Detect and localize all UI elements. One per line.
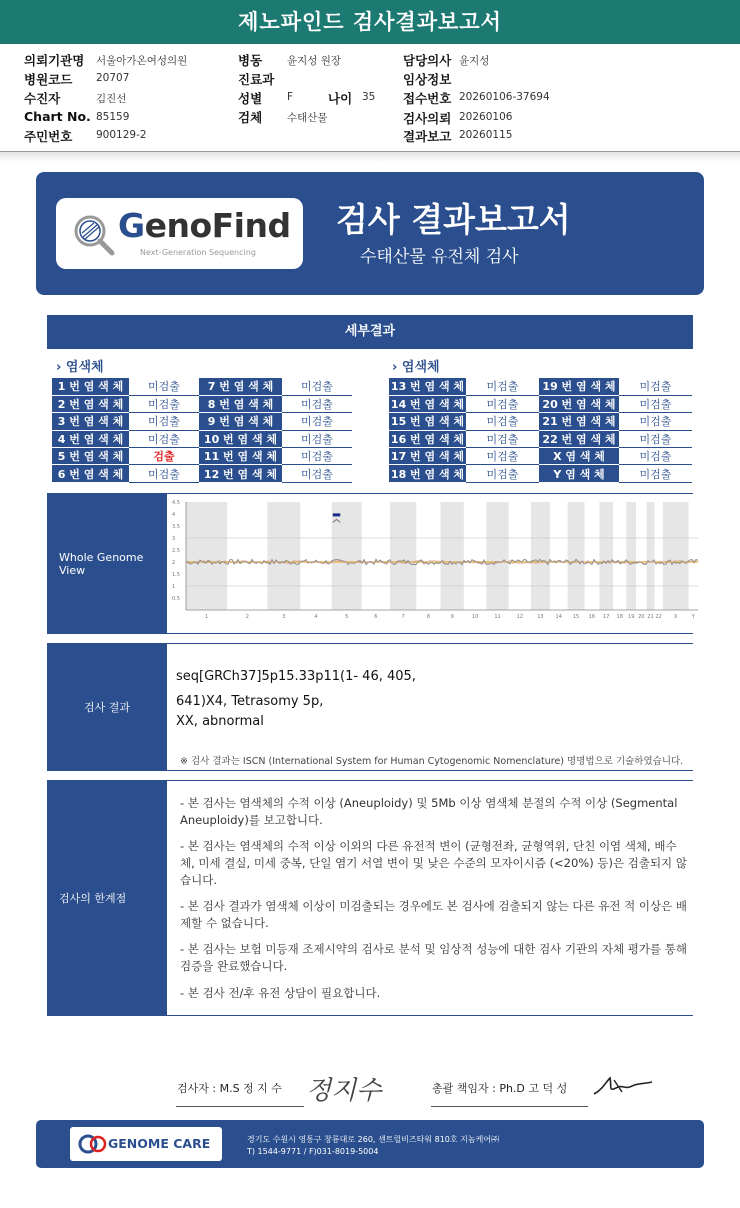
x-tick-label: 10 — [471, 614, 479, 620]
info-value: 900129-2 — [96, 129, 147, 141]
x-tick-label: 14 — [555, 614, 562, 620]
x-tick-label: X — [674, 614, 678, 620]
chromosome-status: 미검출 — [282, 413, 352, 430]
info-label: 검사의뢰 — [403, 111, 452, 126]
info-label: 담당의사 — [403, 53, 452, 68]
examiner-signature-line — [176, 1106, 304, 1107]
result-label: 검사 결과 — [47, 643, 167, 771]
x-tick-label: 21 — [647, 614, 654, 620]
x-tick-label: 20 — [638, 614, 645, 620]
banner-title: 검사 결과보고서 — [336, 200, 571, 239]
chromosome-label: 17 번 염 색 체 — [389, 448, 466, 465]
chromosome-label: 4 번 염 색 체 — [52, 430, 129, 447]
info-label: 주민번호 — [24, 129, 73, 144]
banner-subtitle: 수태산물 유전체 검사 — [360, 247, 519, 267]
chromosome-heading-right: › 염색체 — [392, 360, 440, 375]
whole-genome-chart — [170, 498, 700, 622]
chromosome-label: 6 번 염 색 체 — [52, 465, 129, 482]
chromosome-band — [626, 502, 636, 610]
info-value: 서울아가온여성의원 — [96, 55, 188, 67]
whole-genome-label: Whole Genome View — [47, 493, 167, 634]
chromosome-label: 14 번 염 색 체 — [389, 395, 466, 412]
x-tick-label: 19 — [628, 614, 635, 620]
chromosome-status: 검출 — [129, 448, 199, 465]
chromosome-status: 미검출 — [466, 395, 539, 412]
chromosome-status: 미검출 — [619, 395, 692, 412]
chromosome-band — [486, 502, 508, 610]
chromosome-label: 18 번 염 색 체 — [389, 465, 466, 482]
chromosome-status: 미검출 — [619, 378, 692, 395]
details-section-title: 세부결과 — [47, 315, 693, 349]
y-tick-label: 2 — [172, 560, 176, 566]
info-value: 20707 — [96, 72, 130, 84]
patient-info-box — [0, 44, 740, 152]
info-value: F — [287, 91, 294, 103]
chromosome-label: X 염 색 체 — [539, 448, 619, 465]
chromosome-status: 미검출 — [129, 413, 199, 430]
chromosome-label: 12 번 염 색 체 — [199, 465, 282, 482]
chromosome-row — [389, 430, 692, 447]
logo-wordmark: GenoFind — [118, 206, 291, 245]
chromosome-label: 2 번 염 색 체 — [52, 395, 129, 412]
info-label: 의뢰기관명 — [24, 53, 85, 68]
y-tick-label: 3 — [172, 536, 176, 542]
chromosome-label: 5 번 염 색 체 — [52, 448, 129, 465]
genomecare-mark-icon — [78, 1133, 108, 1155]
chromosome-label: 11 번 염 색 체 — [199, 448, 282, 465]
chromosome-row — [52, 430, 352, 447]
chromosome-status: 미검출 — [466, 448, 539, 465]
x-tick-label: 7 — [401, 614, 405, 620]
chromosome-row — [389, 395, 692, 412]
info-value: 85159 — [96, 111, 130, 123]
chromosome-row — [389, 448, 692, 465]
x-tick-label: 3 — [282, 614, 286, 620]
info-label: 수진자 — [24, 91, 61, 106]
chromosome-band — [441, 502, 464, 610]
chromosome-band — [332, 502, 362, 610]
chromosome-status: 미검출 — [619, 430, 692, 447]
info-label: 병동 — [238, 53, 263, 68]
chromosome-band — [663, 502, 689, 610]
chromosome-status: 미검출 — [466, 413, 539, 430]
y-tick-label: 4.5 — [172, 500, 180, 506]
result-line: XX, abnormal — [176, 714, 264, 729]
chromosome-status: 미검출 — [129, 430, 199, 447]
chromosome-label: 15 번 염 색 체 — [389, 413, 466, 430]
genofind-logo — [56, 198, 303, 269]
chromosome-table-left — [52, 378, 352, 483]
director-signature-line — [431, 1106, 588, 1107]
y-tick-label: 1.5 — [172, 572, 180, 578]
x-tick-label: 18 — [616, 614, 623, 620]
elevated-segment — [333, 513, 340, 516]
x-tick-label: Y — [691, 614, 695, 620]
info-value: 수태산물 — [287, 112, 328, 124]
director-signature — [592, 1072, 654, 1098]
chromosome-status: 미검출 — [129, 395, 199, 412]
y-tick-label: 0.5 — [172, 596, 180, 602]
chromosome-band — [186, 502, 227, 610]
genomecare-logo: GENOME CARE — [70, 1127, 222, 1161]
chromosome-label: 10 번 염 색 체 — [199, 430, 282, 447]
chromosome-row — [52, 448, 352, 465]
chromosome-status: 미검출 — [282, 395, 352, 412]
chromosome-label: 1 번 염 색 체 — [52, 378, 129, 395]
chromosome-heading-left: › 염색체 — [56, 360, 104, 375]
chromosome-status: 미검출 — [466, 378, 539, 395]
chromosome-label: Y 염 색 체 — [539, 465, 619, 482]
y-tick-label: 1 — [172, 584, 176, 590]
x-tick-label: 9 — [450, 614, 454, 620]
info-label: 나이 — [328, 91, 353, 106]
x-tick-label: 8 — [426, 614, 431, 620]
footer-address: 경기도 수원시 영통구 창룡대로 260, 센트럴비즈타워 810호 지놈케어㈜ — [247, 1135, 500, 1144]
info-label: 임상정보 — [403, 72, 452, 87]
chromosome-table-right — [389, 378, 692, 483]
x-tick-label: 22 — [655, 614, 662, 620]
chromosome-status: 미검출 — [466, 430, 539, 447]
info-value: 윤지성 원장 — [287, 55, 342, 67]
chromosome-row — [389, 378, 692, 395]
chromosome-label: 19 번 염 색 체 — [539, 378, 619, 395]
chromosome-status: 미검출 — [619, 465, 692, 482]
footer-bar — [36, 1120, 704, 1168]
chromosome-label: 7 번 염 색 체 — [199, 378, 282, 395]
info-value: 김진선 — [96, 93, 127, 105]
x-tick-label: 11 — [494, 614, 501, 620]
iscn-note: ※ 검사 결과는 ISCN (International System for Human Cytogenomic Nomenclature) 명명법으로 기술하였습니다. — [180, 756, 684, 767]
chromosome-label: 21 번 염 색 체 — [539, 413, 619, 430]
chromosome-row — [52, 378, 352, 395]
magnifier-icon — [70, 211, 116, 257]
chromosome-label: 13 번 염 색 체 — [389, 378, 466, 395]
chromosome-row — [52, 395, 352, 412]
y-tick-label: 3.5 — [172, 524, 180, 530]
chromosome-label: 22 번 염 색 체 — [539, 430, 619, 447]
chromosome-band — [531, 502, 550, 610]
chromosome-status: 미검출 — [282, 448, 352, 465]
info-label: 결과보고 — [403, 129, 452, 144]
chromosome-status: 미검출 — [129, 378, 199, 395]
limitation-item: - 본 검사 전/후 유전 상담이 필요합니다. — [180, 986, 381, 1000]
chromosome-band — [390, 502, 416, 610]
chromosome-band — [599, 502, 613, 610]
examiner-signature: 정지수 — [306, 1076, 382, 1106]
limitation-item: - 본 검사는 보험 미등재 조제시약의 검사로 분석 및 임상적 성능에 대한 검사 기관의 자체 평가를 통해 검증을 완료했습니다. — [180, 942, 687, 973]
report-banner — [36, 172, 704, 295]
y-tick-label: 2.5 — [172, 548, 180, 554]
chromosome-status: 미검출 — [466, 465, 539, 482]
info-value: 윤지성 — [459, 55, 490, 67]
y-tick-label: 4 — [172, 512, 176, 518]
chromosome-label: 16 번 염 색 체 — [389, 430, 466, 447]
chromosome-band — [267, 502, 300, 610]
chromosome-status: 미검출 — [619, 413, 692, 430]
x-tick-label: 5 — [345, 614, 349, 620]
x-tick-label: 16 — [588, 614, 596, 620]
chromosome-label: 20 번 염 색 체 — [539, 395, 619, 412]
chromosome-row — [52, 465, 352, 482]
limitation-item: - 본 검사는 염색체의 수적 이상 (Aneuploidy) 및 5Mb 이상 염색체 분절의 수적 이상 (Segmental Aneuploidy)를 보고합니다. — [180, 796, 678, 827]
info-value: 20260106-37694 — [459, 91, 550, 103]
chromosome-status: 미검출 — [282, 465, 352, 482]
info-label: 검체 — [238, 110, 263, 125]
footer-phone: T) 1544-9771 / F)031-8019-5004 — [247, 1147, 379, 1156]
chromosome-row — [389, 465, 692, 482]
logo-subtitle: Next-Generation Sequencing — [140, 248, 256, 257]
info-label: 접수번호 — [403, 91, 452, 106]
header-divider — [0, 152, 740, 162]
chromosome-label: 3 번 염 색 체 — [52, 413, 129, 430]
report-title: 제노파인드 검사결과보고서 — [0, 0, 740, 44]
chromosome-band — [568, 502, 585, 610]
limitation-item: - 본 검사는 염색체의 수적 이상 이외의 다른 유전적 변이 (균형전좌, 균형역위, 단친 이염 색체, 배수체, 미세 결실, 미세 중복, 단일 염기 서열 변이 및 낮은 수준의 모자이시즘 (<20%) 등)은 검출되지 않습니다. — [180, 839, 687, 887]
x-tick-label: 6 — [374, 614, 378, 620]
limitation-item: - 본 검사 결과가 염색체 이상이 미검출되는 경우에도 본 검사에 검출되지 않는 다른 유전 적 이상은 배제할 수 없습니다. — [180, 899, 687, 930]
chromosome-status: 미검출 — [282, 378, 352, 395]
info-value: 35 — [362, 91, 376, 103]
chromosome-band — [647, 502, 655, 610]
info-value: 20260106 — [459, 111, 513, 123]
x-tick-label: 12 — [516, 614, 523, 620]
chromosome-status: 미검출 — [619, 448, 692, 465]
info-label: 성별 — [238, 91, 263, 106]
info-label: Chart No. — [24, 109, 91, 124]
chromosome-row — [389, 413, 692, 430]
result-line: seq[GRCh37]5p15.33p11(1- 46, 405, — [176, 669, 416, 684]
limitations-label: 검사의 한계점 — [47, 780, 167, 1016]
x-tick-label: 15 — [572, 614, 580, 620]
info-value: 20260115 — [459, 129, 513, 141]
examiner-label: 검사자 : M.S 정 지 수 — [177, 1082, 282, 1095]
chromosome-row — [52, 413, 352, 430]
x-tick-label: 2 — [245, 614, 249, 620]
x-tick-label: 13 — [537, 614, 544, 620]
director-label: 총괄 책임자 : Ph.D 고 덕 성 — [432, 1082, 568, 1095]
x-tick-label: 4 — [314, 614, 318, 620]
chromosome-label: 8 번 염 색 체 — [199, 395, 282, 412]
info-label: 병원코드 — [24, 72, 73, 87]
chromosome-status: 미검출 — [282, 430, 352, 447]
chromosome-status: 미검출 — [129, 465, 199, 482]
result-line: 641)X4, Tetrasomy 5p, — [176, 694, 324, 709]
x-tick-label: 17 — [603, 614, 610, 620]
info-label: 진료과 — [238, 72, 275, 87]
chromosome-label: 9 번 염 색 체 — [199, 413, 282, 430]
x-tick-label: 1 — [205, 614, 209, 620]
